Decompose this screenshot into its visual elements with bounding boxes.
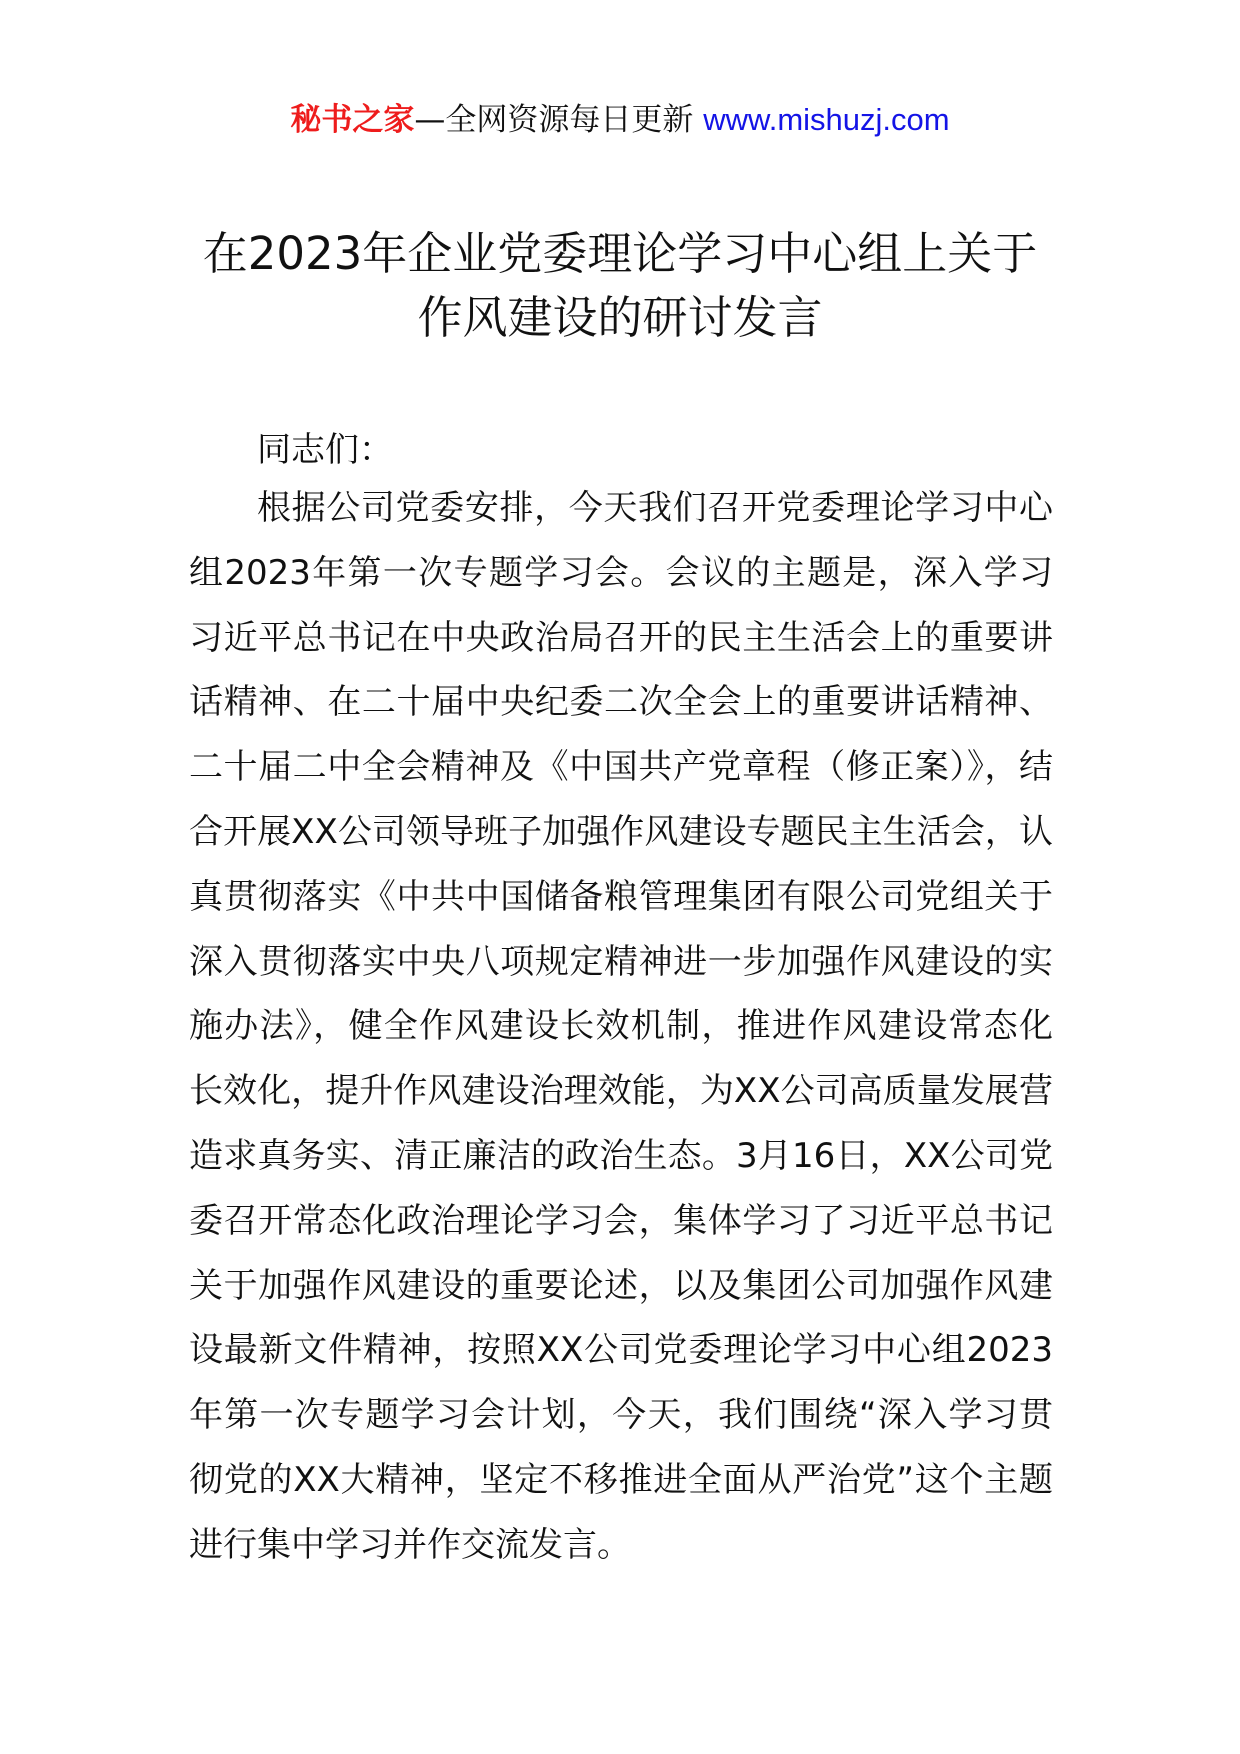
header-slogan: —全网资源每日更新	[414, 102, 694, 138]
document-title	[150, 222, 1090, 350]
document-body	[189, 476, 1053, 1578]
site-header	[0, 100, 1240, 140]
body-paragraph: 根据公司党委安排，今天我们召开党委理论学习中心组2023年第一次专题学习会。会议的主题是，深入学习习近平总书记在中央政治局召开的民主生活会上的重要讲话精神、在二十届中央纪委二次全会上的重要讲话精神、二十届二中全会精神及《中国共产党章程（修正案）》，结合开展XX公司领导班子加强作风建设专题民主生活会，认真贯彻落实《中共中国储备粮管理集团有限公司党组关于深入贯彻落实中央八项规定精神进一步加强作风建设的实施办法》，健全作风建设长效机制，推进作风建设常态化长效化，提升作风建设治理效能，为XX公司高质量发展营造求真务实、清正廉洁的政治生态。3月16日，XX公司党委召开常态化政治理论学习会，集体学习了习近平总书记关于加强作风建设的重要论述，以及集团公司加强作风建设最新文件精神，按照XX公司党委理论学习中心组2023年第一次专题学习会计划，今天，我们围绕“深入学习贯彻党的XX大精神，坚定不移推进全面从严治党”这个主题进行集中学习并作交流发言。	[189, 488, 1053, 1565]
title-line-2: 作风建设的研讨发言	[417, 291, 823, 344]
brand-name: 秘书之家	[290, 102, 415, 138]
title-line-1: 在2023年企业党委理论学习中心组上关于	[202, 227, 1038, 280]
site-url[interactable]: www.mishuzj.com	[703, 102, 950, 137]
salutation: 同志们：	[257, 430, 393, 470]
